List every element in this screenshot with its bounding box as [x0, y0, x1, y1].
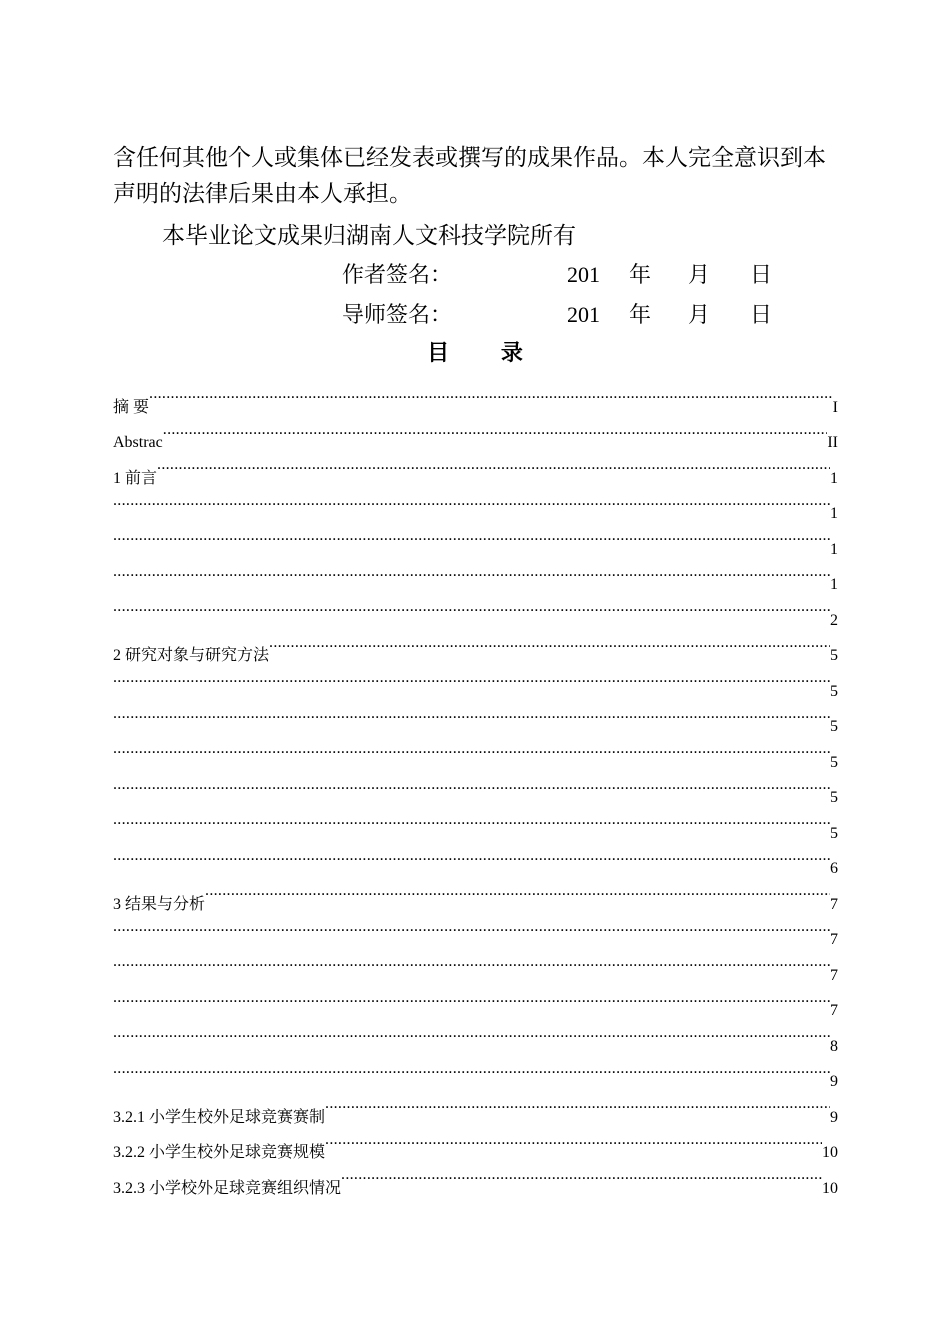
- toc-entry-page-number: 9: [830, 1108, 838, 1126]
- toc-entry[interactable]: [113, 696, 838, 735]
- toc-entry-leader-dots: [341, 1157, 822, 1193]
- toc-entry-leader-dots: [325, 1122, 822, 1158]
- toc-entry-leader-dots: [113, 944, 830, 980]
- toc-entry-page-number: 5: [830, 647, 838, 664]
- toc-entry-page-number: 10: [822, 1144, 838, 1161]
- toc-entry-title: 2 研究对象与研究方法: [113, 647, 270, 664]
- author-signature-year: 201: [567, 262, 600, 287]
- toc-entry-leader-dots: [325, 1086, 830, 1122]
- toc-entry-leader-dots: [113, 554, 830, 590]
- toc-entry[interactable]: [113, 1051, 838, 1090]
- toc-entry[interactable]: [113, 731, 838, 771]
- toc-entry-page-number: II: [827, 434, 838, 451]
- toc-entry-page-number: 9: [830, 1073, 838, 1090]
- toc-entry-page-number: 7: [830, 1002, 838, 1019]
- toc-entry-page-number: 5: [830, 682, 838, 700]
- toc-entry-leader-dots: [163, 412, 828, 448]
- toc-entry-leader-dots: [113, 731, 830, 767]
- toc-entry[interactable]: [113, 838, 838, 877]
- toc-entry[interactable]: [113, 447, 838, 487]
- toc-entry-page-number: 10: [822, 1179, 838, 1197]
- author-signature-label: 作者签名：: [342, 262, 453, 287]
- toc-entry-leader-dots: [113, 660, 830, 696]
- toc-entry-page-number: 7: [830, 931, 838, 948]
- toc-entry-page-number: 5: [830, 824, 838, 842]
- toc-entry-page-number: 5: [830, 718, 838, 735]
- author-signature-line: [342, 259, 773, 291]
- ownership-statement: 本毕业论文成果归湖南人文科技学院所有: [162, 223, 576, 248]
- toc-entry-title: 3.2.3 小学校外足球竞赛组织情况: [113, 1179, 342, 1197]
- toc-entry-leader-dots: [157, 447, 830, 483]
- toc-title: 目 录: [427, 341, 545, 366]
- author-signature-month-char: 月: [688, 262, 711, 287]
- toc-entry-title: 3.2.2 小学生校外足球竞赛规模: [113, 1144, 326, 1161]
- toc-entry[interactable]: [113, 376, 838, 416]
- toc-entry-page-number: 5: [830, 789, 838, 806]
- toc-entry-leader-dots: [149, 376, 833, 412]
- toc-entry[interactable]: [113, 1015, 838, 1055]
- toc-entry[interactable]: [113, 944, 838, 984]
- toc-entry-title: 摘 要: [113, 398, 150, 416]
- toc-entry[interactable]: [113, 909, 838, 948]
- toc-entry-leader-dots: [113, 483, 830, 519]
- advisor-signature-day-char: 日: [750, 302, 773, 327]
- toc-entry-leader-dots: [113, 909, 830, 945]
- advisor-signature-year: 201: [567, 302, 600, 327]
- toc-entry-page-number: 7: [830, 895, 838, 913]
- toc-entry-leader-dots: [113, 696, 830, 732]
- toc-entry[interactable]: [113, 518, 838, 558]
- toc-entry-title: 1 前言: [113, 469, 158, 487]
- toc-entry-page-number: 8: [830, 1037, 838, 1055]
- table-of-contents: [113, 376, 838, 1197]
- advisor-signature-label: 导师签名：: [342, 302, 453, 327]
- toc-entry-page-number: I: [832, 398, 838, 416]
- toc-entry-page-number: 2: [830, 611, 838, 629]
- toc-entry[interactable]: [113, 660, 838, 700]
- declaration-paragraph: 含任何其他个人或集体已经发表或撰写的成果作品。本人完全意识到本声明的法律后果由本人承担。: [113, 145, 826, 206]
- toc-entry-title: 3 结果与分析: [113, 895, 206, 913]
- toc-entry-leader-dots: [205, 873, 830, 909]
- toc-entry-page-number: 5: [830, 753, 838, 771]
- toc-entry-page-number: 1: [830, 505, 838, 522]
- toc-entry-title: 3.2.1 小学生校外足球竞赛赛制: [113, 1108, 326, 1126]
- toc-entry-leader-dots: [113, 589, 830, 625]
- toc-entry[interactable]: [113, 1086, 838, 1126]
- toc-entry-leader-dots: [113, 767, 830, 803]
- toc-entry[interactable]: [113, 767, 838, 806]
- toc-entry-page-number: 1: [830, 576, 838, 593]
- toc-entry-leader-dots: [113, 518, 830, 554]
- toc-entry-leader-dots: [113, 802, 830, 838]
- toc-entry-leader-dots: [113, 838, 830, 874]
- toc-entry[interactable]: [113, 483, 838, 522]
- toc-entry-title: Abstrac: [113, 434, 163, 451]
- author-signature-year-char: 年: [629, 262, 652, 287]
- toc-entry[interactable]: [113, 873, 838, 913]
- toc-entry-leader-dots: [113, 1015, 830, 1051]
- toc-entry-page-number: 7: [830, 966, 838, 984]
- advisor-signature-year-char: 年: [629, 302, 652, 327]
- toc-entry[interactable]: [113, 554, 838, 593]
- toc-entry-page-number: 6: [830, 860, 838, 877]
- author-signature-day-char: 日: [750, 262, 773, 287]
- advisor-signature-month-char: 月: [688, 302, 711, 327]
- toc-entry-leader-dots: [269, 625, 830, 661]
- advisor-signature-line: [342, 299, 773, 331]
- toc-entry[interactable]: [113, 980, 838, 1019]
- toc-entry[interactable]: [113, 589, 838, 629]
- toc-entry-page-number: 1: [830, 540, 838, 558]
- toc-entry-page-number: 1: [830, 469, 838, 487]
- toc-entry-leader-dots: [113, 980, 830, 1016]
- toc-entry[interactable]: [113, 802, 838, 842]
- toc-entry[interactable]: [113, 412, 838, 451]
- toc-entry-leader-dots: [113, 1051, 830, 1087]
- toc-entry[interactable]: [113, 625, 838, 664]
